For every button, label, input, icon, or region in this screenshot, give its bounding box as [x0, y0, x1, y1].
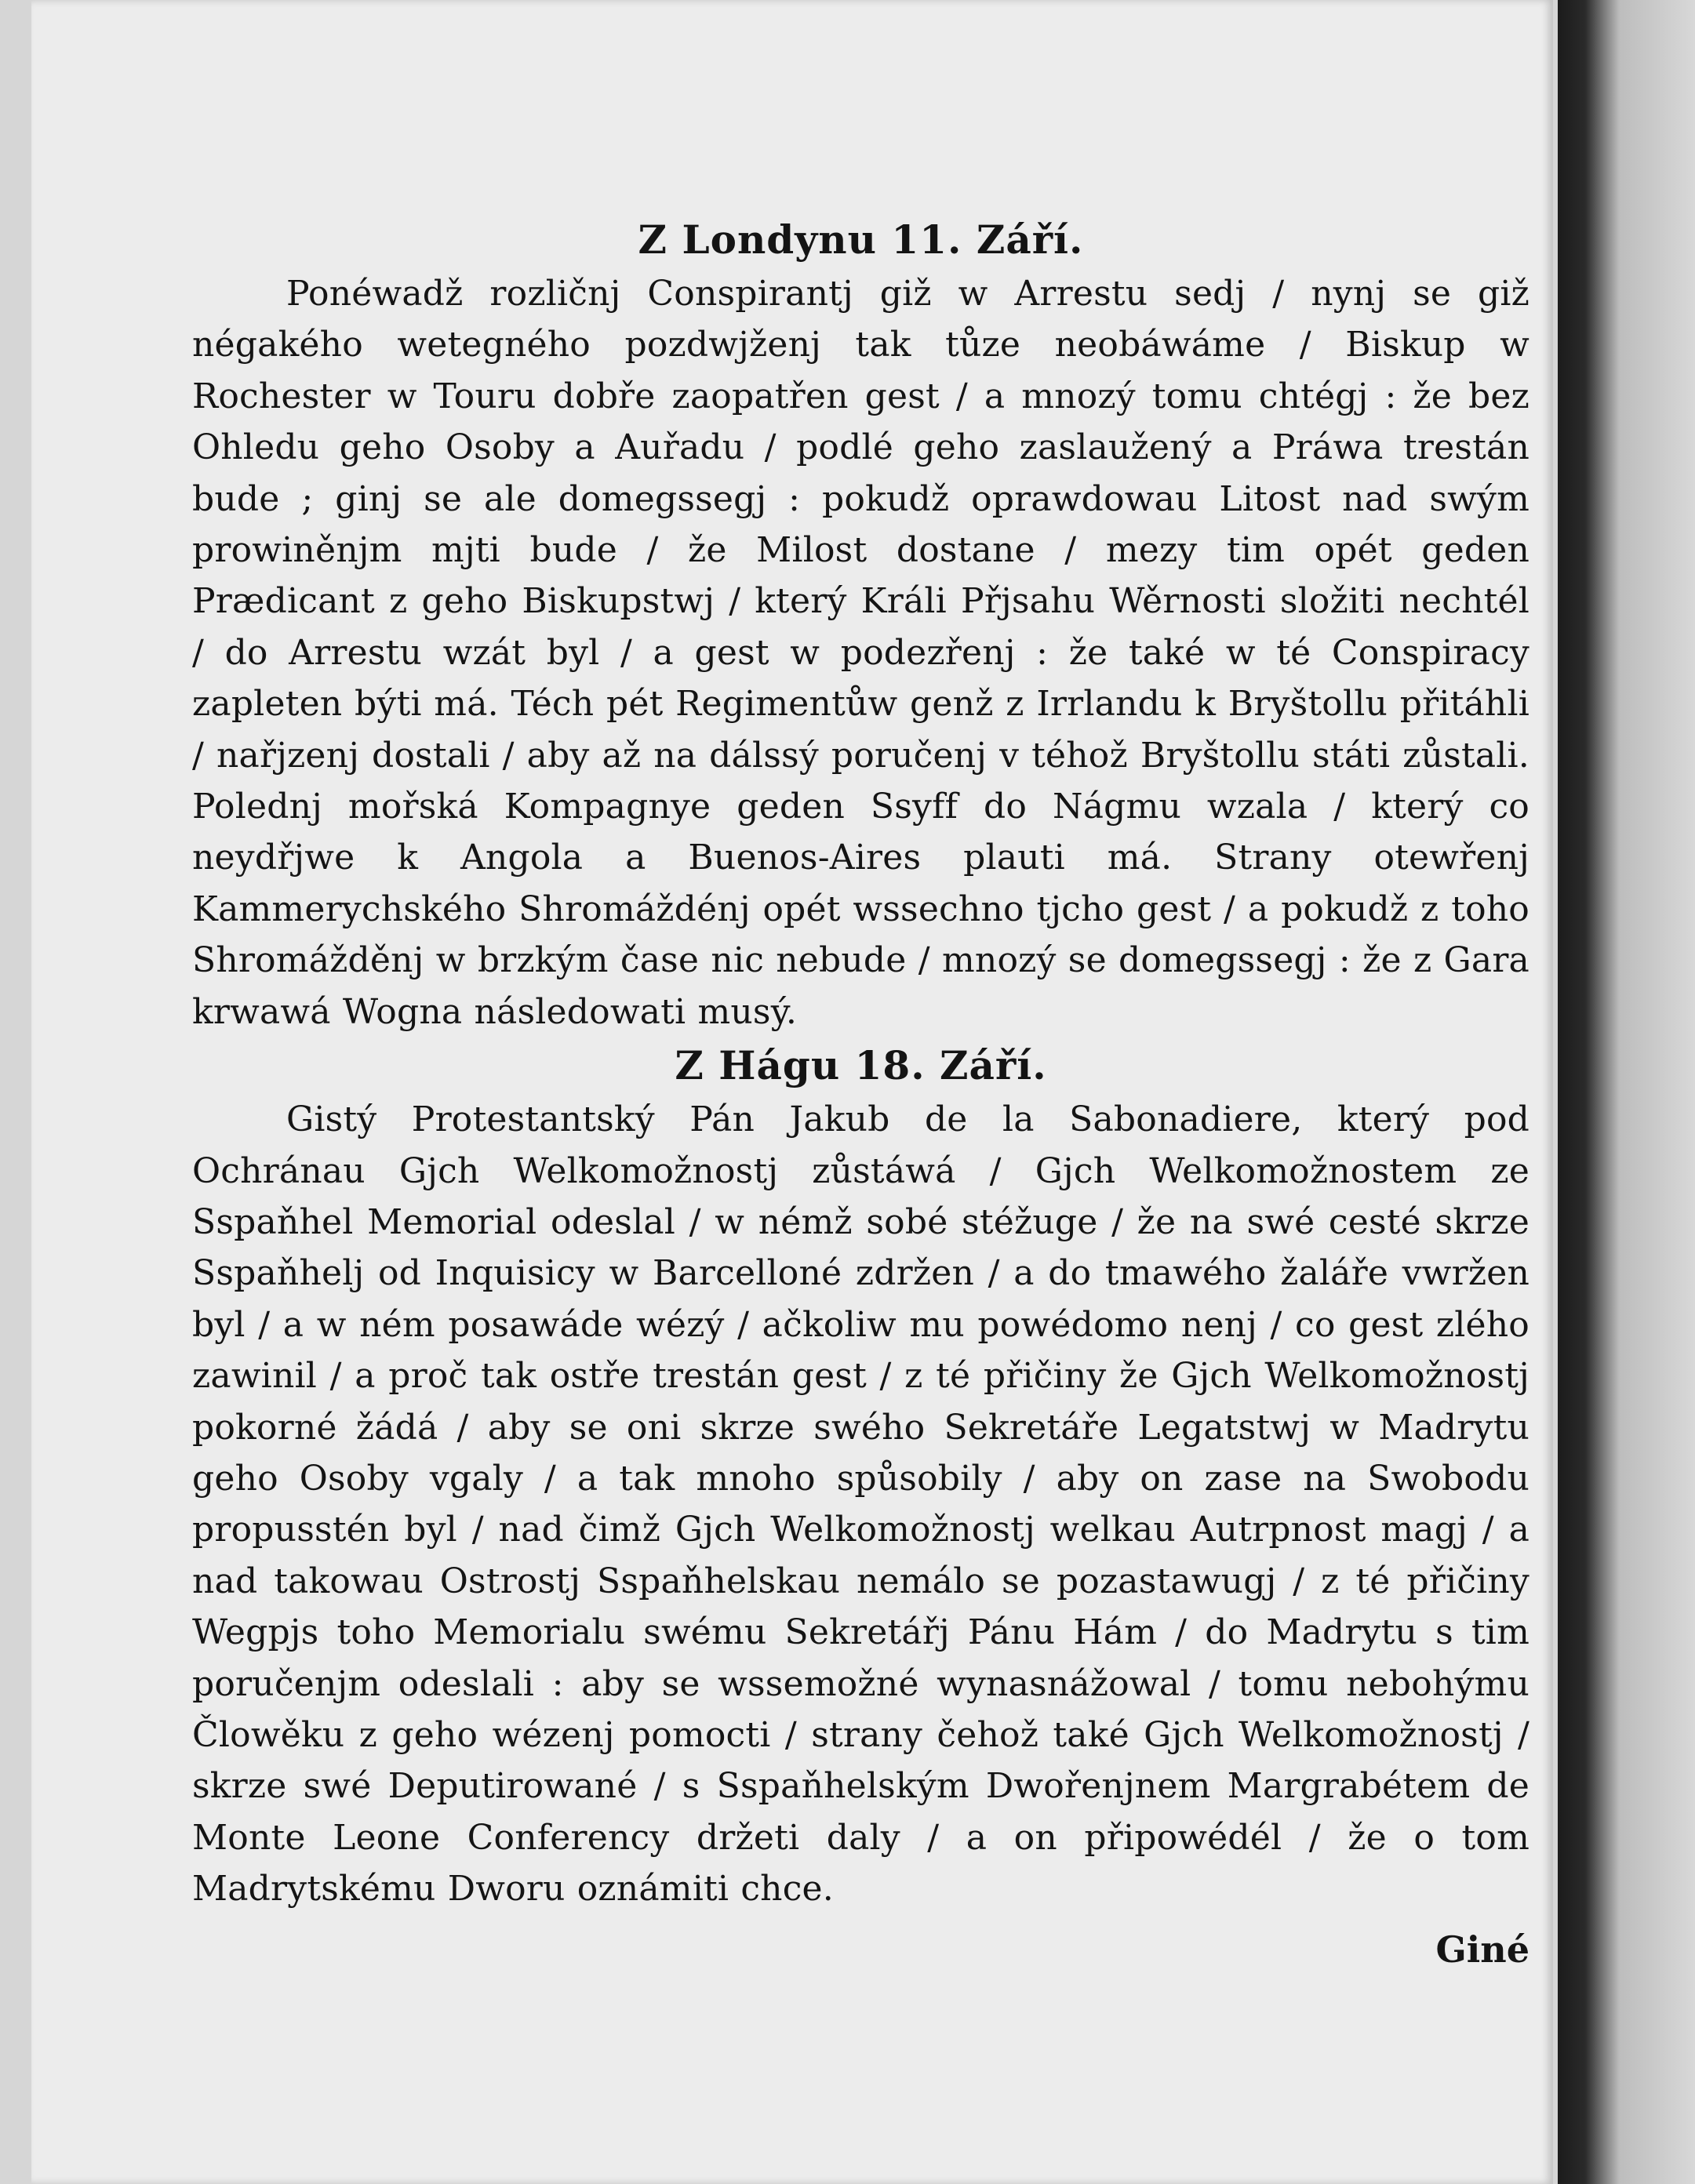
section-body-london: Ponéwadž rozličnj Conspirantj giž w Arrestu sedj / nynj se giž négakého wetegného pozdwjženj tak tůze neobáwáme / Biskup w Rochester w Touru dobře zaopatřen gest / a mnozý tomu chtégj : že bez Ohledu geho Osoby a Auřadu / podlé geho zaslaužený a Práwa trestán bude ; ginj se ale domegssegj : pokudž oprawdowau Litost nad swým prowiněnjm mjti bude / že Milost dostane / mezy tim opét geden Prædicant z geho Biskupstwj / který Králi Přjsahu Wěrnosti složiti nechtél / do Arrestu wzát byl / a gest w podezřenj : že také w té Conspiracy zapleten býti má. Téch pét Regimentůw genž z Irrlandu k Bryštollu přitáhli / nařjzenj dostali / aby až na dálssý poručenj v téhož Bryštollu státi zůstali. Polednj mořská Kompagnye geden Ssyff do Nágmu wzala / který co neydřjwe k Angola a Buenos-Aires plauti má. Strany otewřenj Kammerychského Shromáždénj opét wssechno tjcho gest / a pokudž z toho Shromážděnj w brzkým čase nic nebude / mnozý se domegssegj : že z Gara krwawá Wogna následowati musý.: [192, 274, 1530, 1032]
section-heading-london: Z Londynu 11. Září.: [638, 216, 1084, 263]
page-text-block: [192, 212, 1530, 1978]
book-edge-shadow: [1558, 0, 1695, 2184]
document-page: [31, 0, 1553, 2184]
section-heading-hague: Z Hágu 18. Září.: [675, 1042, 1047, 1089]
section-body-hague: Gistý Protestantský Pán Jakub de la Sabonadiere, který pod Ochránau Gjch Welkomožnostj zůstáwá / Gjch Welkomožnostem ze Sspaňhel Memorial odeslal / w némž sobé stéžuge / že na swé cesté skrze Sspaňhelj od Inquisicy w Barcelloné zdržen / a do tmawého žaláře vwržen byl / a w ném posawáde wézý / ačkoliw mu powédomo nenj / co gest zlého zawinil / a proč tak ostře trestán gest / z té přičiny že Gjch Welkomožnostj pokorné žádá / aby se oni skrze swého Sekretáře Legatstwj w Madrytu geho Osoby vgaly / a tak mnoho spůsobily / aby on zase na Swobodu propusstén byl / nad čimž Gjch Welkomožnostj welkau Autrpnost magj / a nad takowau Ostrostj Sspaňhelskau nemálo se pozastawugj / z té přičiny Wegpjs toho Memorialu swému Sekretářj Pánu Hám / do Madrytu s tim poručenjm odeslali : aby se wssemožné wynasnážowal / tomu nebohýmu Člowěku z geho wézenj pomocti / strany čehož také Gjch Welkomožnostj / skrze swé Deputirowané / s Sspaňhelským Dwořenjnem Margrabétem de Monte Leone Conferency držeti daly / a on připowédél / že o tom Madrytskému Dworu oznámiti chce.: [192, 1099, 1530, 1910]
catchword: Giné: [1435, 1928, 1530, 1971]
